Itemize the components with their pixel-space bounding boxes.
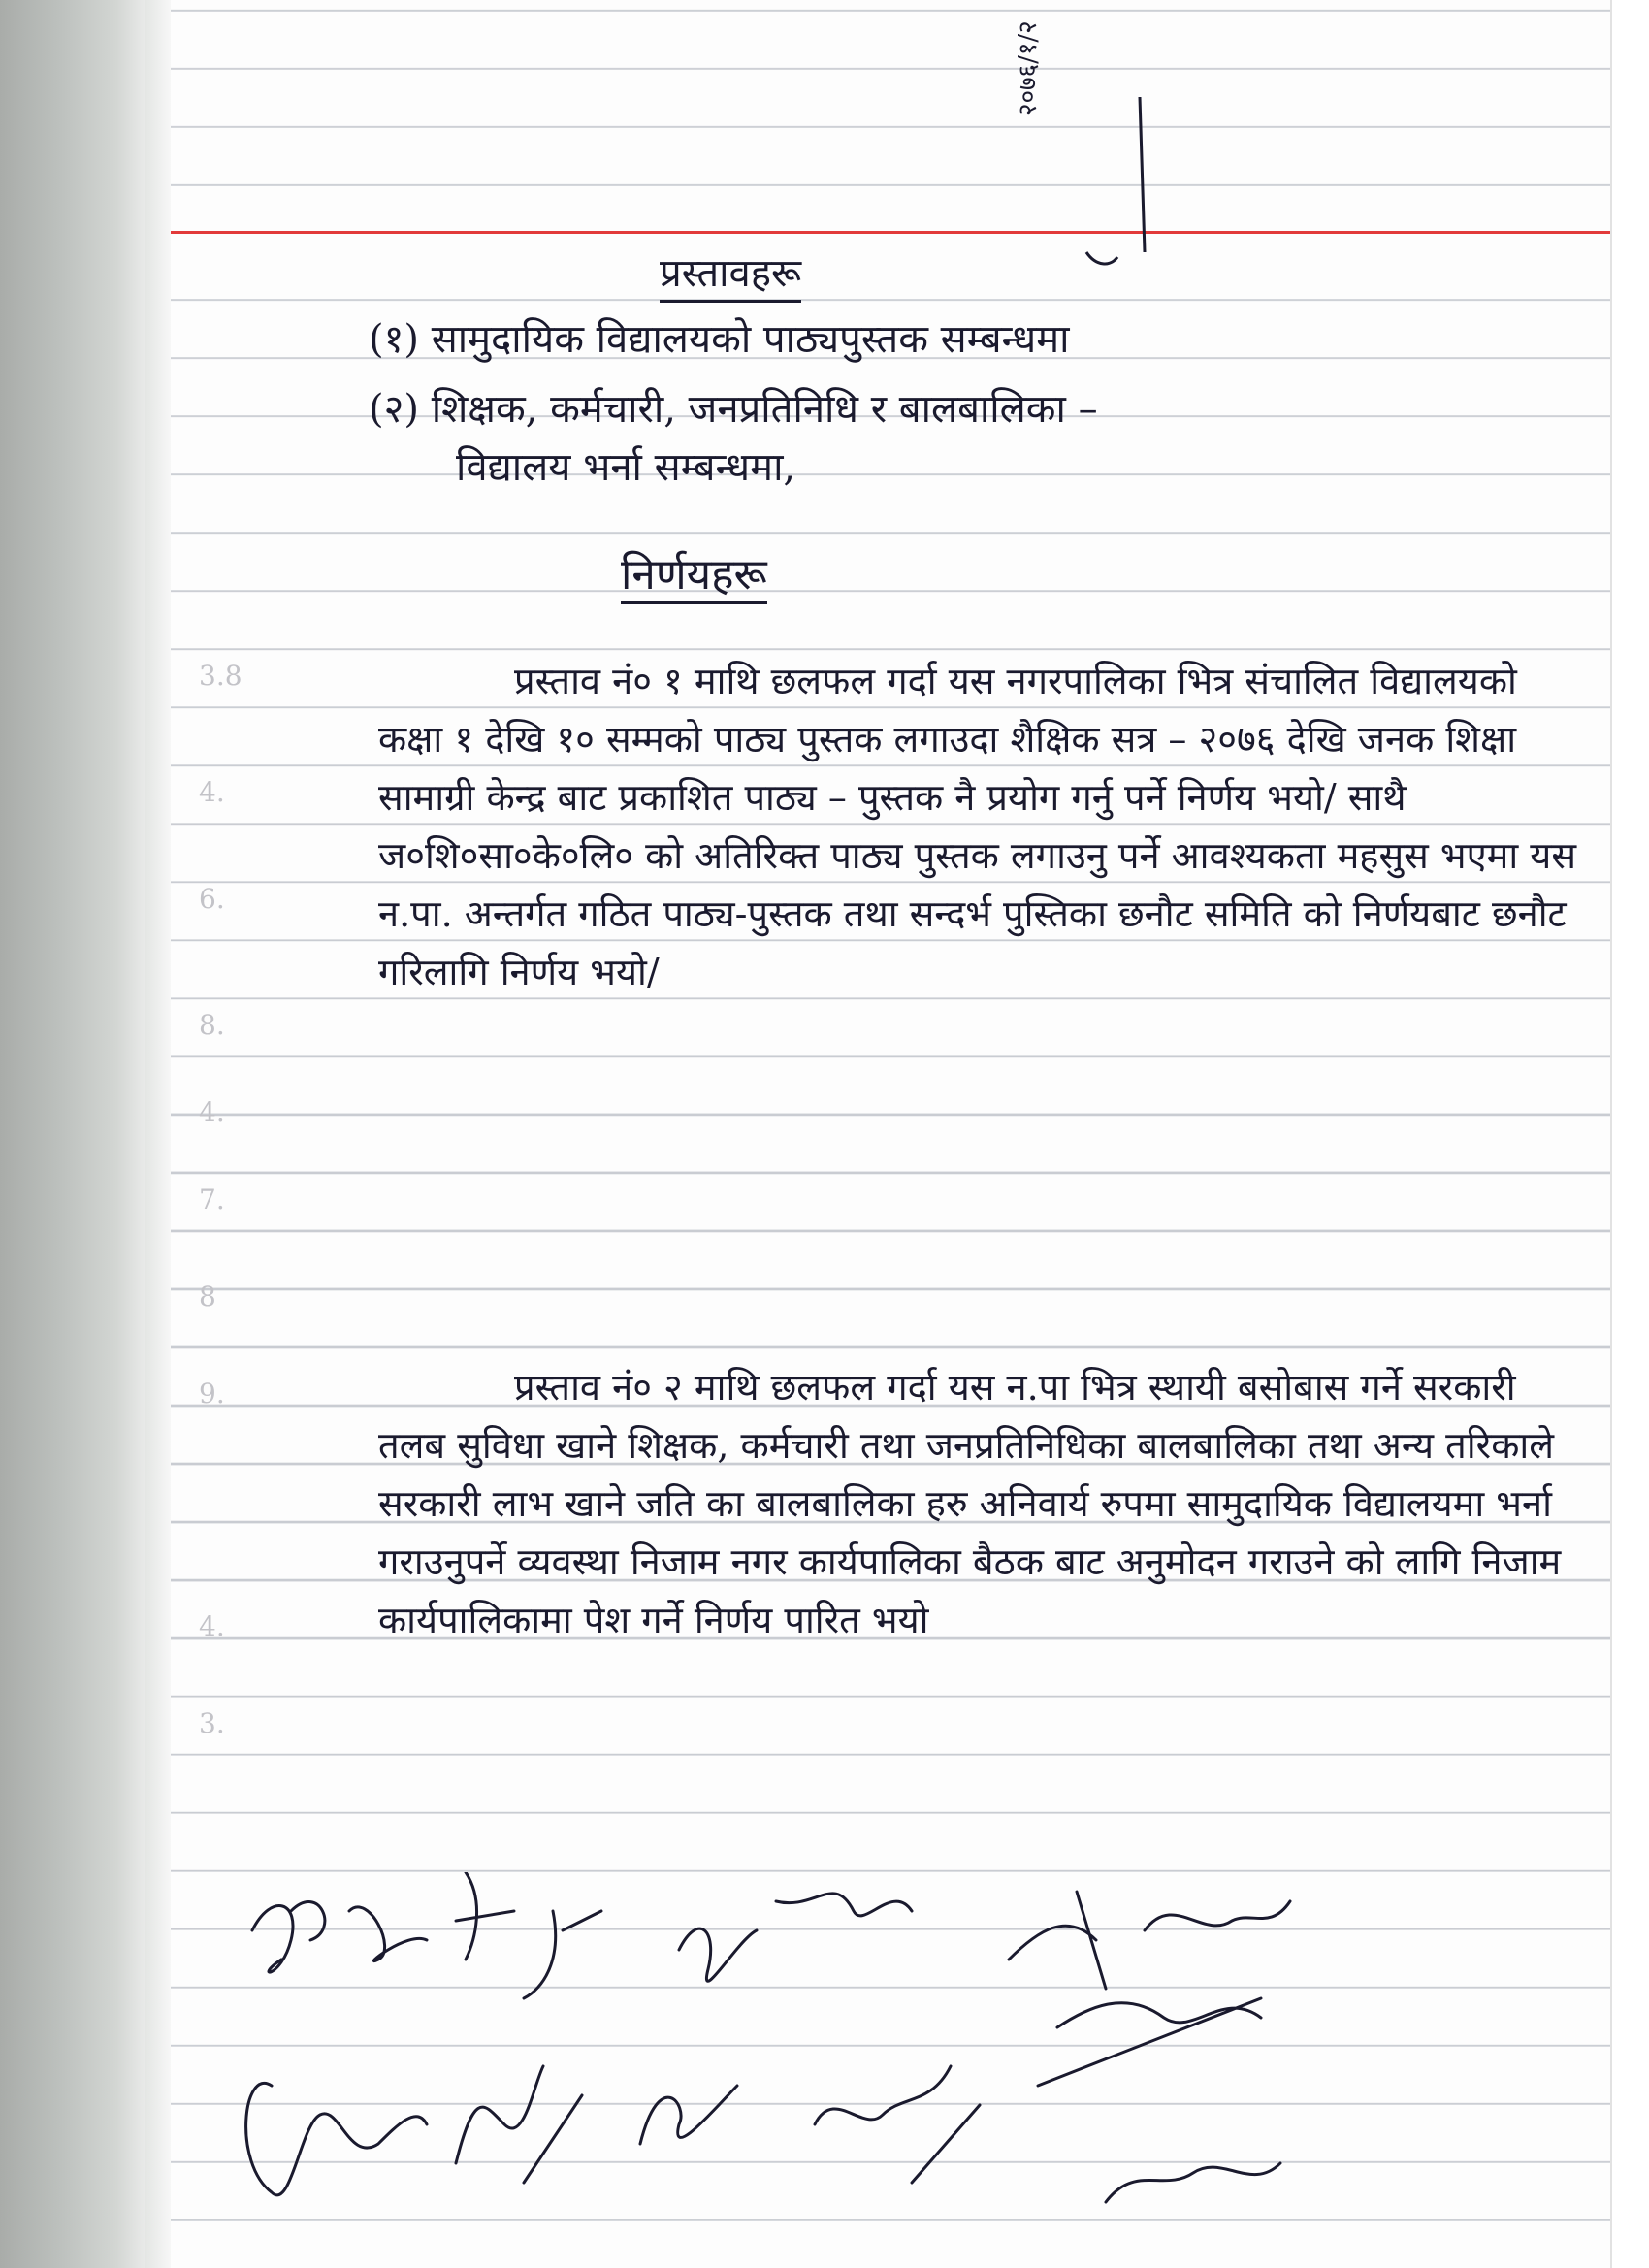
bleed-through-marks: 3.8 4. 6. 8. 4. 7. 8 9. 4. 3.	[199, 660, 242, 1739]
signature-6	[776, 1894, 912, 1916]
proposals-heading: प्रस्तावहरू	[660, 244, 801, 303]
date-stroke	[1028, 39, 1154, 281]
signature-1	[252, 1902, 325, 1973]
signature-12	[815, 2066, 980, 2183]
signature-14	[1106, 2163, 1280, 2202]
decisions-heading: निर्णयहरू	[621, 543, 767, 604]
marginal-date-note	[1028, 39, 1154, 281]
proposal-item-2: (२) शिक्षक, कर्मचारी, जनप्रतिनिधि र बालबालिका –	[369, 387, 1098, 432]
binding-shadow	[146, 0, 171, 2268]
signature-7	[1009, 1892, 1106, 1989]
signature-8	[1145, 1901, 1290, 1930]
signature-4	[524, 1911, 601, 1998]
decision-2-text: प्रस्ताव नं० २ माथि छलफल गर्दा यस न.पा भित्र स्थायी बसोबास गर्ने सरकारी तलब सुविधा खाने शिक्षक, कर्मचारी तथा जनप्रतिनिधिका बालबालिका तथा अन्य तरिकाले सरकारी लाभ खाने जति का बालबालिका हरु अनिवार्य रुपमा सामुदायिक विद्यालयमा भर्ना गराउनुपर्ने व्यवस्था निजाम नगर कार्यपालिका बैठक बाट अनुमोदन गराउने को लागि निजाम कार्यपालिकामा पेश गर्ने निर्णय पारित भयो	[378, 1366, 1562, 1641]
decision-1-text: प्रस्ताव नं० १ माथि छलफल गर्दा यस नगरपालिका भित्र संचालित विद्यालयको कक्षा १ देखि १० सम्मको पाठ्य पुस्तक लगाउदा शैक्षिक सत्र – २०७६ देखि जनक शिक्षा सामाग्री केन्द्र बाट प्रकाशित पाठ्य – पुस्तक नै प्रयोग गर्नु पर्ने निर्णय भयो/ साथै ज०शि०सा०के०लि० को अतिरिक्त पाठ्य पुस्तक लगाउनु पर्ने आवश्यकता महसुस भएमा यस न.पा. अन्तर्गत गठित पाठ्य-पुस्तक तथा सन्दर्भ पुस्तिका छनौट समिति को निर्णयबाट छनौट गरिलागि निर्णय भयो/	[378, 660, 1577, 993]
signature-13	[1038, 1998, 1261, 2086]
signature-block	[233, 1872, 1552, 2260]
proposal-item-2-continued: विद्यालय भर्ना सम्बन्धमा,	[456, 445, 796, 490]
signature-10	[456, 2066, 582, 2183]
red-margin-line	[171, 231, 1610, 234]
signature-3	[456, 1872, 514, 1960]
notebook-binding-edge	[0, 0, 146, 2268]
paper-edge	[1610, 0, 1649, 2268]
proposal-item-1: (१) सामुदायिक विद्यालयको पाठ्यपुस्तक सम्बन्धमा	[369, 317, 1070, 362]
signature-5	[679, 1928, 757, 1981]
signature-2	[349, 1907, 427, 1961]
marginal-date: २०७६/१/२	[1014, 20, 1043, 116]
signature-11	[640, 2086, 737, 2144]
signatures-drawing	[233, 1872, 1552, 2260]
signature-9	[246, 2083, 427, 2195]
